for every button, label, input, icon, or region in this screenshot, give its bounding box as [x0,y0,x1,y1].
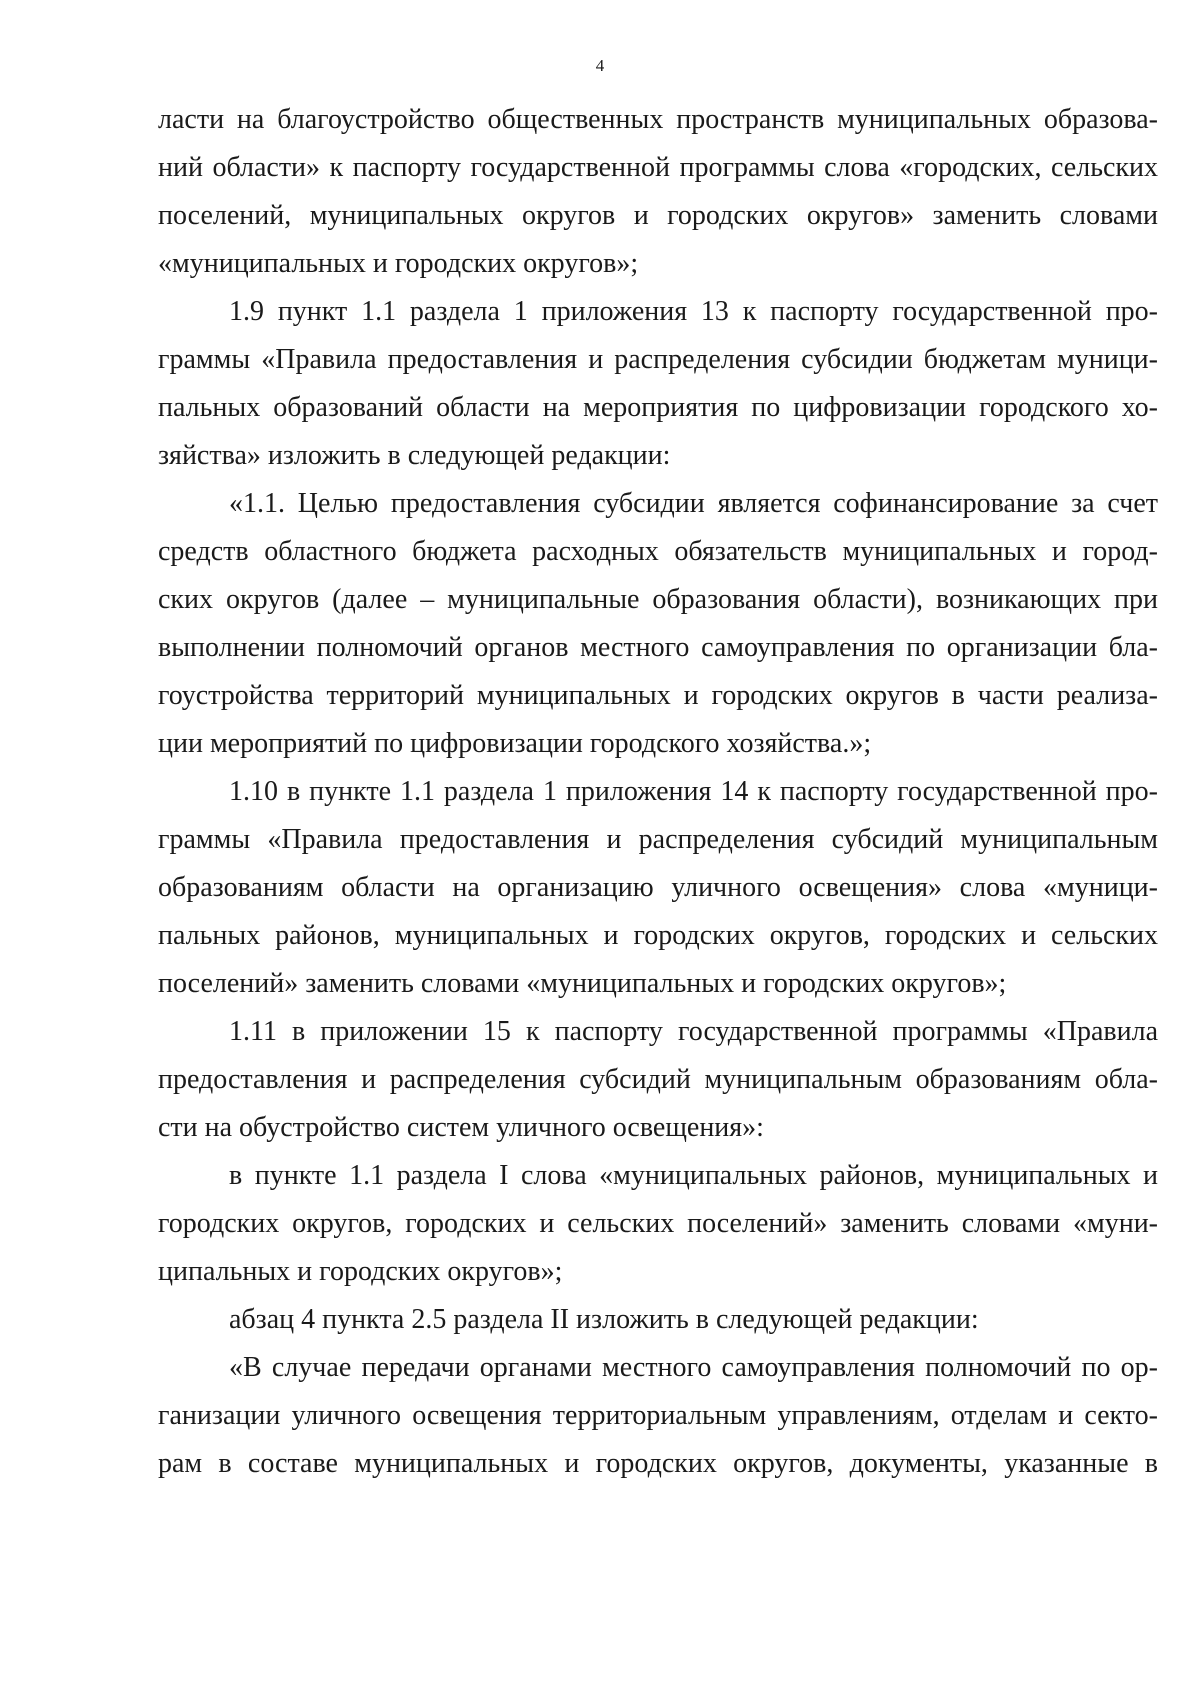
text-line: ских округов (далее – муниципальные образования области), возникающих при [158,584,1158,615]
page-number: 4 [595,56,605,75]
text-line: 1.11 в приложении 15 к паспорту государственной программы «Правила [229,1016,1158,1047]
text-line: поселений» заменить словами «муниципальных и городских округов»; [158,968,1007,999]
text-line: ганизации уличного освещения территориальным управлениям, отделам и секто- [158,1400,1158,1431]
text-line: «муниципальных и городских округов»; [158,248,639,279]
text-line: граммы «Правила предоставления и распределения субсидий муниципальным [158,824,1158,855]
text-line: ции мероприятий по цифровизации городского хозяйства.»; [158,728,872,759]
text-line: ципальных и городских округов»; [158,1256,563,1287]
text-line: «1.1. Целью предоставления субсидии является софинансирование за счет [229,488,1158,519]
text-line: образованиям области на организацию уличного освещения» слова «муници- [158,872,1158,903]
text-line: пальных районов, муниципальных и городских округов, городских и сельских [158,920,1158,951]
text-line: зяйства» изложить в следующей редакции: [158,440,671,471]
text-line: пальных образований области на мероприятия по цифровизации городского хо- [158,392,1158,423]
text-line: сти на обустройство систем уличного освещения»: [158,1112,764,1143]
text-line: рам в составе муниципальных и городских округов, документы, указанные в [158,1448,1158,1479]
document-body [158,96,1158,1488]
text-line: 1.9 пункт 1.1 раздела 1 приложения 13 к паспорту государственной про- [229,296,1158,327]
text-line: абзац 4 пункта 2.5 раздела II изложить в следующей редакции: [229,1304,979,1335]
text-line: предоставления и распределения субсидий муниципальным образованиям обла- [158,1064,1158,1095]
text-line: в пункте 1.1 раздела I слова «муниципальных районов, муниципальных и [229,1160,1158,1191]
text-line: гоустройства территорий муниципальных и городских округов в части реализа- [158,680,1158,711]
text-line: 1.10 в пункте 1.1 раздела 1 приложения 14 к паспорту государственной про- [229,776,1158,807]
text-line: городских округов, городских и сельских поселений» заменить словами «муни- [158,1208,1158,1239]
text-line: граммы «Правила предоставления и распределения субсидии бюджетам муници- [158,344,1158,375]
text-line: выполнении полномочий органов местного самоуправления по организации бла- [158,632,1158,663]
text-line: «В случае передачи органами местного самоуправления полномочий по ор- [229,1352,1158,1383]
text-line: поселений, муниципальных округов и городских округов» заменить словами [158,200,1158,231]
text-line: ний области» к паспорту государственной программы слова «городских, сельских [158,152,1158,183]
text-line: средств областного бюджета расходных обязательств муниципальных и город- [158,536,1158,567]
text-line: ласти на благоустройство общественных пространств муниципальных образова- [158,104,1158,135]
